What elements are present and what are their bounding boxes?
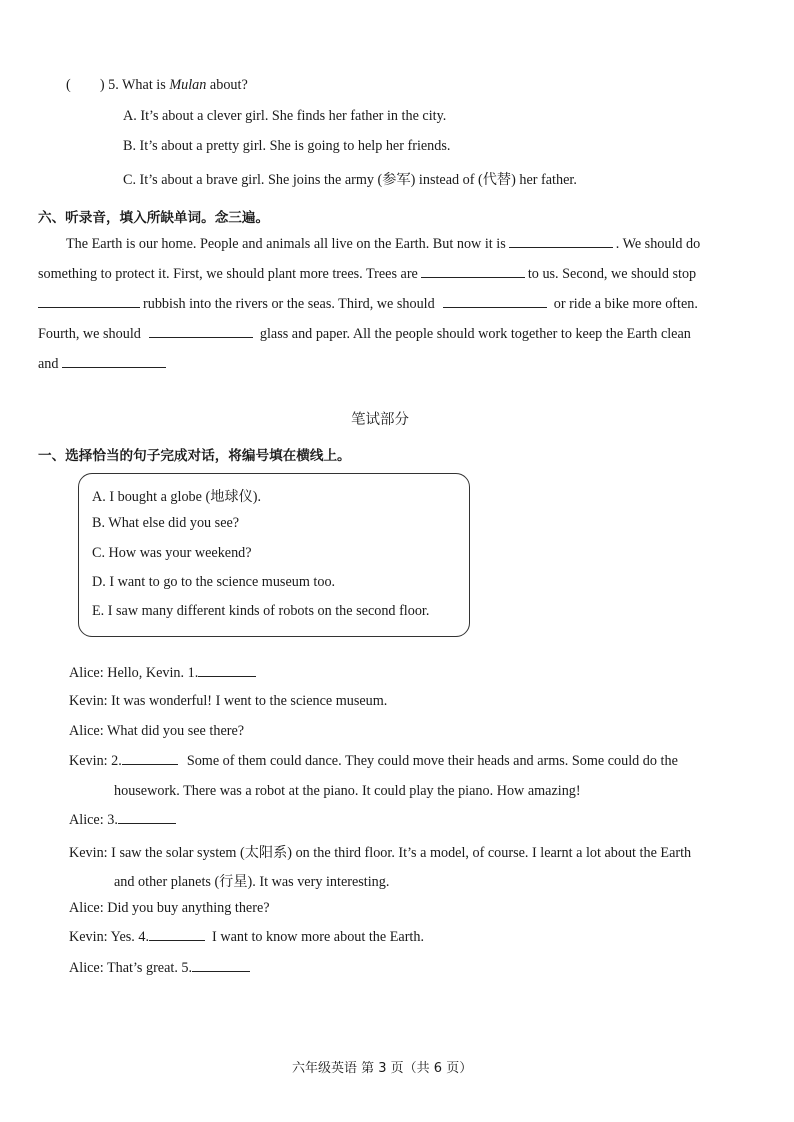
s6-line-2: something to protect it. First, we should plant more trees. Trees are to us. Second, we should stop xyxy=(38,266,697,282)
dialogue-line-5: Alice: 3. xyxy=(69,812,179,829)
s6-blank-5[interactable] xyxy=(149,336,253,338)
section6-heading: 六、听录音，填入所缺单词。念三遍。 xyxy=(38,210,270,226)
dialogue-blank-1[interactable] xyxy=(198,675,256,677)
written-title: 笔试部分 xyxy=(351,412,409,428)
s6-blank-3[interactable] xyxy=(38,306,140,308)
q5-paren-open: ( xyxy=(66,77,71,93)
q5-stem xyxy=(66,77,248,94)
dialogue-blank-2[interactable] xyxy=(122,763,178,765)
dialogue-line-9: Alice: That’s great. 5. xyxy=(69,960,253,977)
option-d: D. I want to go to the science museum too. xyxy=(92,574,336,590)
s6-blank-4[interactable] xyxy=(443,306,547,308)
dialogue-line-2: Kevin: It was wonderful! I went to the science museum. xyxy=(69,693,388,709)
option-c: C. How was your weekend? xyxy=(92,545,252,561)
s6-blank-1[interactable] xyxy=(509,246,613,248)
q5-option-c: C. It’s about a brave girl. She joins the army (参军) instead of (代替) her father. xyxy=(123,172,577,188)
q5-option-a: A. It’s about a clever girl. She finds her father in the city. xyxy=(123,108,447,124)
option-b: B. What else did you see? xyxy=(92,515,240,531)
page-footer: 六年级英语 第 3 页（共 6 页） xyxy=(292,1061,473,1076)
s6-line-3: rubbish into the rivers or the seas. Third, we should or ride a bike more often. xyxy=(38,296,698,313)
dialogue-line-8: Kevin: Yes. 4. I want to know more about the Earth. xyxy=(69,929,425,945)
option-a: A. I bought a globe (地球仪). xyxy=(92,489,262,505)
dialogue-line-6-cont: and other planets (行星). It was very interesting. xyxy=(114,874,390,890)
dialogue-line-7: Alice: Did you buy anything there? xyxy=(69,900,270,916)
q5-stem-post: about? xyxy=(206,77,248,93)
dialogue-line-3: Alice: What did you see there? xyxy=(69,723,245,739)
q5-stem-pre: 5. What is xyxy=(108,77,170,93)
written-section1-heading: 一、选择恰当的句子完成对话，将编号填在横线上。 xyxy=(38,448,351,464)
dialogue-blank-3[interactable] xyxy=(118,822,176,824)
q5-paren-close: ) xyxy=(99,77,105,93)
q5-stem-italic: Mulan xyxy=(169,77,207,93)
q5-option-b: B. It’s about a pretty girl. She is going to help her friends. xyxy=(123,138,451,154)
s6-blank-2[interactable] xyxy=(421,276,525,278)
s6-blank-6[interactable] xyxy=(62,366,166,368)
dialogue-blank-4[interactable] xyxy=(149,939,205,941)
s6-line-5: and xyxy=(38,356,169,373)
s6-line-4: Fourth, we should glass and paper. All the people should work together to keep the Earth clean xyxy=(38,326,691,342)
dialogue-line-4: Kevin: 2. Some of them could dance. They could move their heads and arms. Some could do the xyxy=(69,753,678,769)
option-e: E. I saw many different kinds of robots on the second floor. xyxy=(92,603,430,619)
s6-line-1: The Earth is our home. People and animals all live on the Earth. But now it is . We should do xyxy=(66,236,701,252)
dialogue-line-4-cont: housework. There was a robot at the piano. It could play the piano. How amazing! xyxy=(114,783,581,799)
dialogue-line-6: Kevin: I saw the solar system (太阳系) on the third floor. It’s a model, of course. I learnt a lot about the Earth xyxy=(69,845,692,861)
dialogue-line-1: Alice: Hello, Kevin. 1. xyxy=(69,665,259,682)
dialogue-blank-5[interactable] xyxy=(192,970,250,972)
